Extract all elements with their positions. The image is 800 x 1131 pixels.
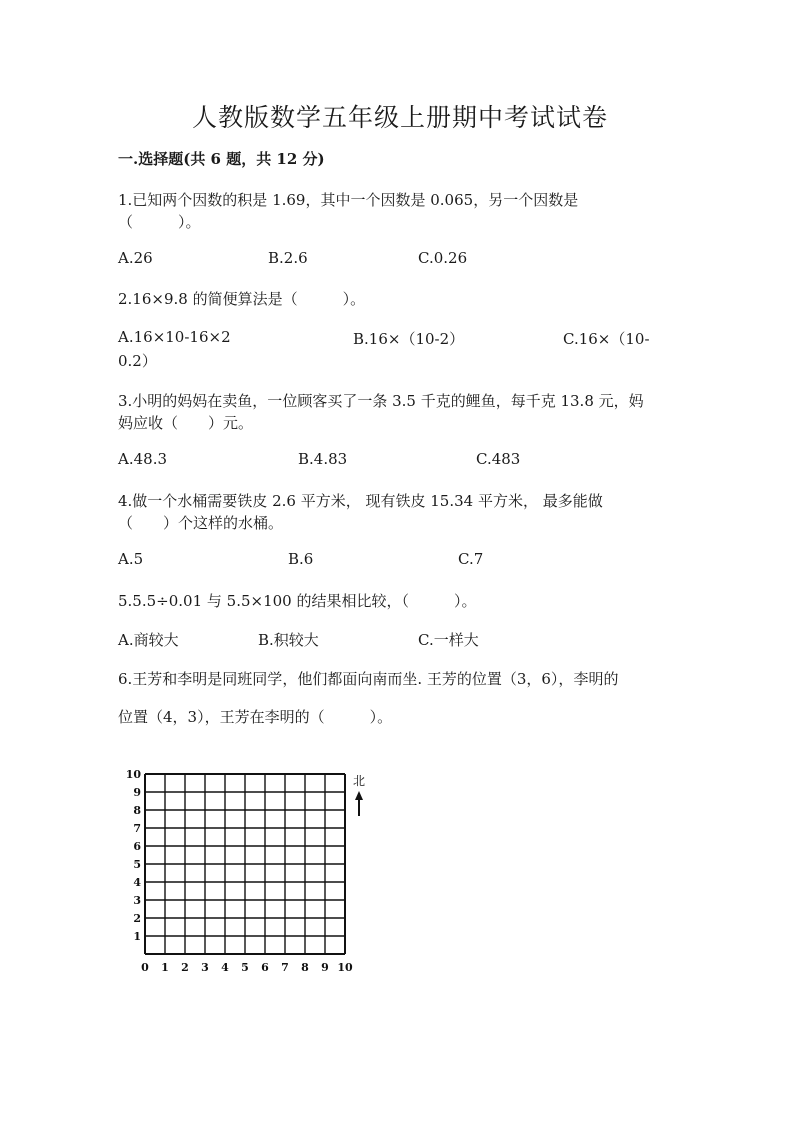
grid-x-label: 1 [161, 961, 169, 974]
question-1-line-2: （ ）。 [118, 213, 201, 231]
question-6-line-1: 6.王芳和李明是同班同学，他们都面向南而坐. 王芳的位置（3，6），李明的 [118, 670, 619, 688]
grid-y-label: 4 [133, 876, 141, 889]
grid-x-label: 4 [221, 961, 229, 974]
question-1-option-c: C.0.26 [418, 249, 468, 267]
north-label: 北 [352, 774, 365, 788]
grid-x-label: 10 [337, 961, 353, 974]
grid-y-label: 2 [133, 912, 141, 925]
question-4-option-b: B.6 [288, 550, 314, 568]
grid-y-label: 10 [125, 768, 141, 781]
question-4-line-1: 4.做一个水桶需要铁皮 2.6 平方米， 现有铁皮 15.34 平方米， 最多能做 [118, 492, 603, 510]
question-3-line-2: 妈应收（ ）元。 [118, 414, 254, 432]
coordinate-grid-svg [125, 766, 365, 976]
grid-y-label: 5 [133, 858, 141, 871]
north-arrow-icon [355, 791, 363, 800]
grid-x-label: 6 [261, 961, 269, 974]
page-title: 人教版数学五年级上册期中考试试卷 [191, 103, 608, 132]
question-3-line-1: 3.小明的妈妈在卖鱼，一位顾客买了一条 3.5 千克的鲤鱼，每千克 13.8 元，妈 [118, 392, 644, 410]
grid-y-label: 3 [133, 894, 141, 907]
grid-x-label: 5 [241, 961, 249, 974]
question-2-line-1: 2.16×9.8 的简便算法是（ ）。 [118, 290, 366, 308]
grid-y-label: 7 [133, 822, 141, 835]
question-1-line-1: 1.已知两个因数的积是 1.69，其中一个因数是 0.065，另一个因数是 [118, 191, 579, 209]
question-6-line-2: 位置（4，3），王芳在李明的（ ）。 [118, 708, 393, 726]
question-1-option-b: B.2.6 [268, 249, 308, 267]
question-4-option-c: C.7 [458, 550, 484, 568]
section-heading: 一.选择题(共 6 题，共 12 分) [118, 150, 325, 168]
question-4-line-2: （ ）个这样的水桶。 [118, 514, 284, 532]
question-5-option-b: B.积较大 [258, 631, 319, 649]
question-5-line-1: 5.5.5÷0.01 与 5.5×100 的结果相比较，（ ）。 [118, 592, 477, 610]
question-1-option-a: A.26 [118, 249, 153, 267]
grid-x-label: 2 [181, 961, 189, 974]
grid-y-label: 9 [133, 786, 141, 799]
grid-x-label: 7 [281, 961, 289, 974]
question-2-option-c: C.16×（10- [563, 330, 650, 348]
question-2-option-c-wrap: 0.2） [118, 352, 157, 370]
grid-x-label: 3 [201, 961, 209, 974]
question-3-option-a: A.48.3 [118, 450, 167, 468]
question-5-option-a: A.商较大 [118, 631, 179, 649]
grid-y-label: 1 [133, 930, 141, 943]
question-2-option-a: A.16×10-16×2 [118, 328, 231, 346]
grid-x-label: 9 [321, 961, 329, 974]
grid-y-label: 6 [133, 840, 141, 853]
question-3-option-c: C.483 [476, 450, 521, 468]
grid-y-label: 8 [133, 804, 141, 817]
grid-x-label: 0 [141, 961, 149, 974]
grid-x-label: 8 [301, 961, 309, 974]
question-3-option-b: B.4.83 [298, 450, 348, 468]
question-5-option-c: C.一样大 [418, 631, 479, 649]
coordinate-grid [125, 766, 365, 976]
question-2-option-b: B.16×（10-2） [353, 330, 465, 348]
question-4-option-a: A.5 [118, 550, 144, 568]
